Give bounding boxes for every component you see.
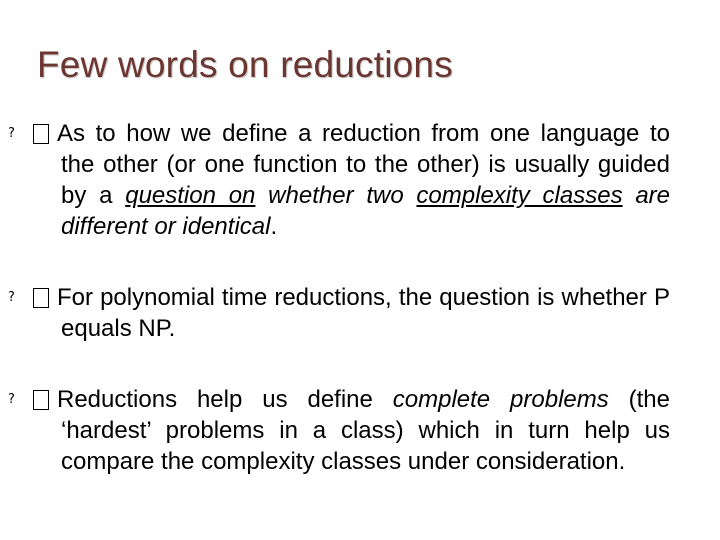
bullet-glyph-icon <box>33 288 49 308</box>
bullet-glyph-icon <box>33 124 49 144</box>
bullet-emphasis: complexity classes <box>416 182 623 209</box>
bullet-text: As to how we define a reduction from one language to the other (or one function to the other) is usually guided by a <box>57 120 670 209</box>
bullet-text: whether two <box>255 182 417 209</box>
bullet-emphasis: question on <box>125 182 256 209</box>
bullet-text: are different or identical <box>61 182 671 240</box>
bullet-item <box>33 384 670 477</box>
bullet-text: For polynomial time reductions, the question is whether P equals NP. <box>57 284 670 342</box>
bullet-text: Reductions help us define <box>57 386 393 413</box>
bullet-glyph-icon <box>33 390 49 410</box>
bullet-text: (the ‘hardest’ problems in a class) which in turn help us compare the complexity classes under consideration. <box>61 386 670 475</box>
bullet-emphasis: complete problems <box>392 386 609 413</box>
bullet-item <box>33 118 670 242</box>
bullet-text: . <box>270 213 278 240</box>
slide-title: Few words on reductions <box>37 44 453 85</box>
bullet-item <box>33 282 670 344</box>
